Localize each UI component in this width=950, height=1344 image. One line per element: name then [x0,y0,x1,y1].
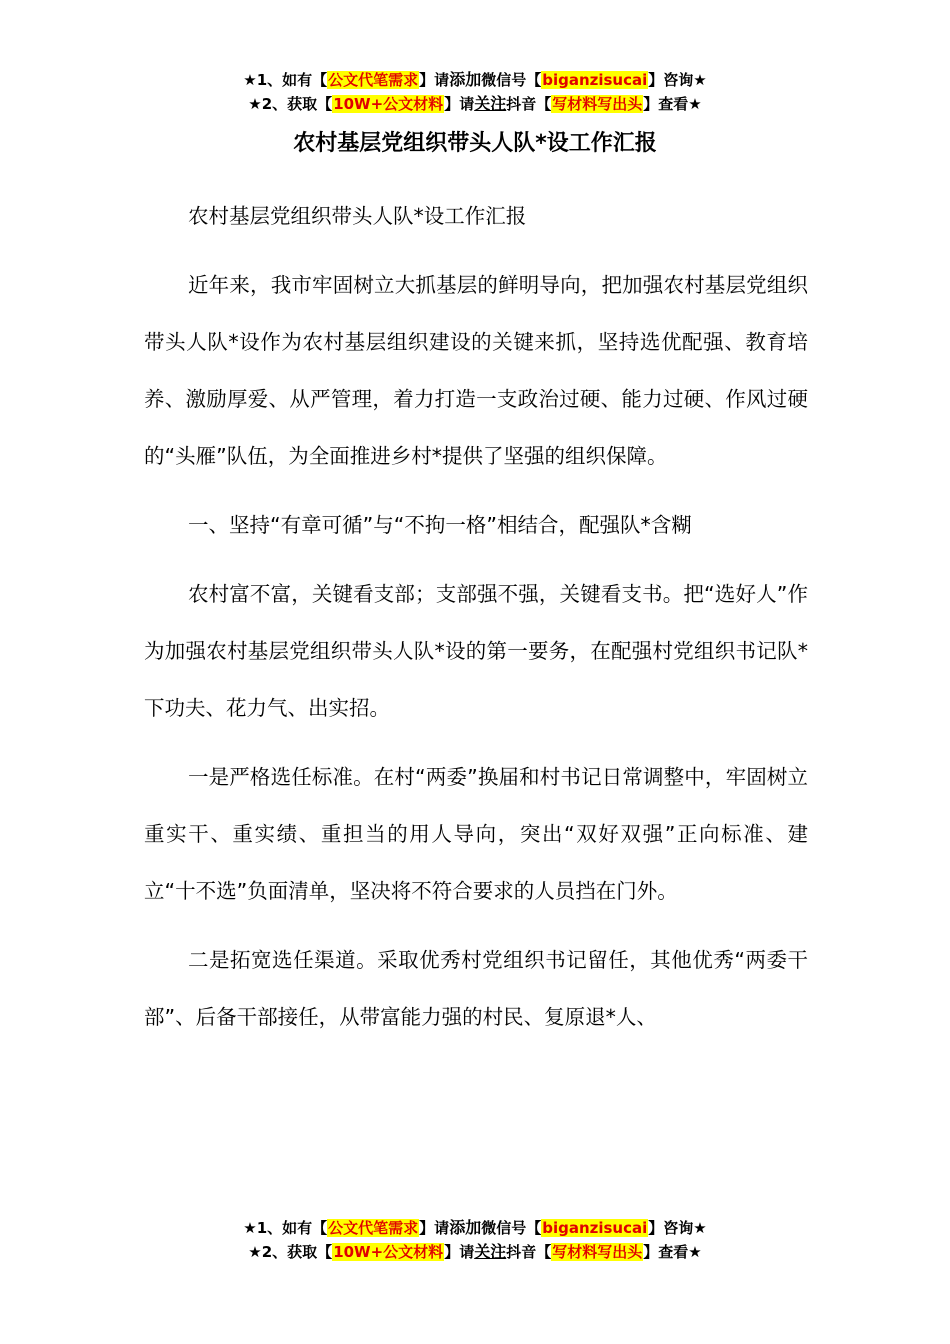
promo-text: 】请 [444,95,475,113]
promo-text: 】查看★ [643,95,702,113]
promo-emphasis: 关注 [474,1242,507,1261]
promo-highlight: 10W+公文材料 [333,95,444,113]
promo-text: 】请 [419,1219,450,1237]
section-heading: 一、坚持“有章可循”与“不拘一格”相结合，配强队*含糊 [188,513,692,537]
body-paragraph: 近年来，我市牢固树立大抓基层的鲜明导向，把加强农村基层党组织带头人队*设作为农村基层组织建设的关键来抓，坚持选优配强、教育培养、激励厚爱、从严管理，着力打造一支政治过硬、能力过硬、作风过硬的“头雁”队伍，为全面推进乡村*提供了坚强的组织保障。 [144,273,808,468]
promo-highlight: 10W+公文材料 [333,1243,444,1261]
promo-text: 】请 [444,1243,475,1261]
promo-text: 抖音【 [506,1243,552,1261]
promo-text: 微信号【 [481,71,542,89]
promo-line-1 [0,1216,950,1240]
promo-text: 】查看★ [643,1243,702,1261]
promo-text: 】咨询★ [648,71,707,89]
body-paragraph: 一是严格选任标准。在村“两委”换届和村书记日常调整中，牢固树立重实干、重实绩、重担当的用人导向，突出“双好双强”正向标准、建立“十不选”负面清单，坚决将不符合要求的人员挡在门外。 [144,765,808,903]
body-paragraph: 农村富不富，关键看支部；支部强不强，关键看支书。把“选好人”作为加强农村基层党组织带头人队*设的第一要务，在配强村党组织书记队*下功夫、花力气、出实招。 [144,582,808,720]
promo-text: ★1、如有【 [243,71,328,89]
promo-douyin-name: 写材料写出头 [552,1243,643,1261]
promo-text: 抖音【 [506,95,552,113]
promo-emphasis: 添加 [449,1218,482,1237]
document-title: 农村基层党组织带头人队*设工作汇报 [293,131,657,156]
promo-text: ★1、如有【 [243,1219,328,1237]
promo-douyin-name: 写材料写出头 [552,95,643,113]
body-paragraph: 二是拓宽选任渠道。采取优秀村党组织书记留任，其他优秀“两委干部”、后备干部接任，从带富能力强的村民、复原退*人、 [144,948,808,1029]
promo-text: 】请 [419,71,450,89]
promo-highlight: 公文代笔需求 [328,1219,419,1237]
document-body [144,188,808,1058]
promo-text: 】咨询★ [648,1219,707,1237]
promo-line-2 [0,92,950,116]
promo-emphasis: 关注 [474,94,507,113]
promo-wechat-id: biganzisucai [542,71,648,89]
promo-highlight: 公文代笔需求 [328,71,419,89]
promo-text: ★2、获取【 [248,1243,333,1261]
promo-text: ★2、获取【 [248,95,333,113]
promo-line-1 [0,68,950,92]
promo-header [0,68,950,116]
body-paragraph: 农村基层党组织带头人队*设工作汇报 [188,204,527,228]
promo-text: 微信号【 [481,1219,542,1237]
promo-wechat-id: biganzisucai [542,1219,648,1237]
promo-footer [0,1216,950,1264]
promo-line-2 [0,1240,950,1264]
promo-emphasis: 添加 [449,70,482,89]
